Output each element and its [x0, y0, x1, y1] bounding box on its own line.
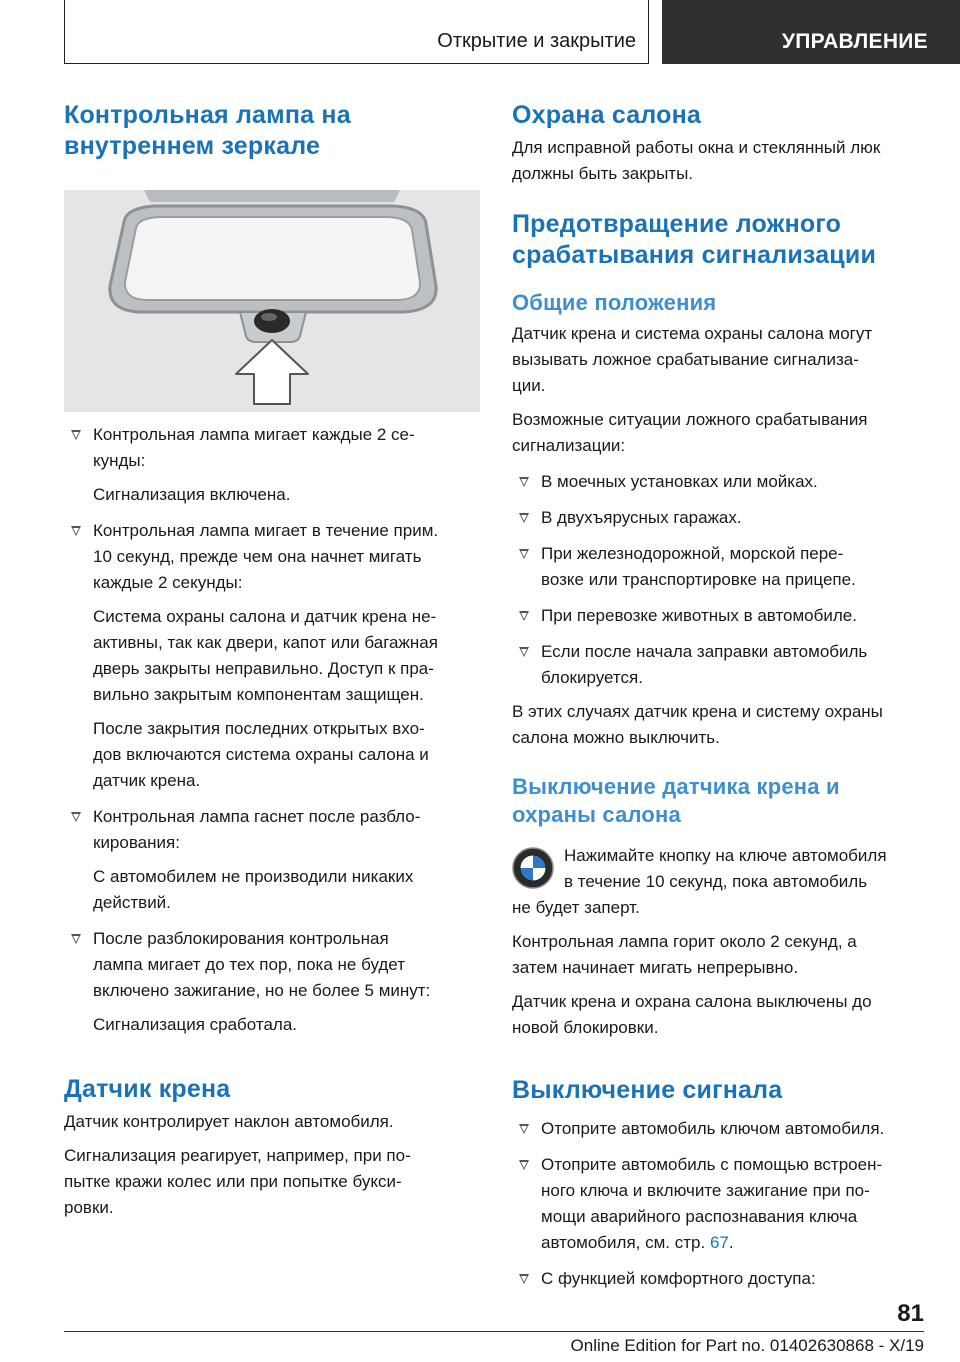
triangle-bullet-icon: [71, 934, 81, 944]
general-paragraph-1: Датчик крена и система охраны салона могут вызывать ложное срабатывание сигнализа- ции.: [512, 324, 873, 395]
general-paragraph-2: Возможные ситуации ложного срабатывания сигнализации:: [512, 410, 868, 455]
interior-paragraph: Для исправной работы окна и стеклянный люк должны быть закрыты.: [512, 138, 881, 183]
list-item: Если после начала заправки автомобиль блокируется.: [512, 639, 928, 691]
situations-list: [512, 469, 928, 691]
list-item-detail: Сигнализация сработала.: [93, 1015, 298, 1034]
triangle-bullet-icon: [519, 549, 529, 559]
lamp-bullet-list: [64, 422, 480, 1038]
list-item: Контрольная лампа мигает в течение прим. 10 секунд, прежде чем она начнет мигать каждые 2 секунды:: [64, 518, 480, 596]
heading-mirror-lamp: Контрольная лампа на внутреннем зеркале: [64, 101, 351, 160]
footer-divider: [64, 1331, 924, 1332]
triangle-bullet-icon: [71, 430, 81, 440]
page-number: 81: [897, 1300, 924, 1327]
list-item: При железнодорожной, морской пере- возке или транспортировке на прицепе.: [512, 541, 928, 593]
header-chapter-box: [662, 0, 960, 64]
heading-general: Общие положения: [512, 290, 717, 315]
heading-switch-off: Выключение датчика крена и охраны салона: [512, 774, 840, 827]
footer-edition: Online Edition for Part no. 01402630868 - X/19: [570, 1336, 924, 1355]
list-item: Контрольная лампа мигает каждые 2 се- кунды:: [64, 422, 480, 474]
list-item-detail: Система охраны салона и датчик крена не- активны, так как двери, капот или багажная дверь закрыты неправильно. Доступ к пра- вильно закрытым компонентам защищен.: [93, 607, 438, 704]
triangle-bullet-icon: [519, 477, 529, 487]
switch-off-paragraph-2: Датчик крена и охрана салона выключены до новой блокировки.: [512, 992, 872, 1037]
situations-after-paragraph: В этих случаях датчик крена и систему охраны салона можно выключить.: [512, 702, 883, 747]
heading-tilt-sensor: Датчик крена: [64, 1075, 231, 1103]
list-item: После разблокирования контрольная лампа мигает до тех пор, пока не будет включено зажигание, но не более 5 минут:: [64, 926, 480, 1004]
list-item-detail: С автомобилем не производили никаких действий.: [93, 867, 414, 912]
section-title: Открытие и закрытие: [437, 30, 636, 52]
list-item: Контрольная лампа гаснет после разбло- кирования:: [64, 804, 480, 856]
page-reference-link[interactable]: 67: [709, 1233, 729, 1252]
key-instruction: Нажимайте кнопку на ключе автомобиля в течение 10 секунд, пока автомобиль не будет заперт.: [512, 846, 887, 917]
left-column: [64, 100, 480, 1221]
triangle-bullet-icon: [519, 513, 529, 523]
tilt-paragraph-1: Датчик контролирует наклон автомобиля.: [64, 1112, 394, 1131]
rearview-mirror-icon: [64, 190, 480, 412]
triangle-bullet-icon: [519, 611, 529, 621]
header-section-box: [64, 0, 649, 64]
heading-signal-off: Выключение сигнала: [512, 1076, 783, 1104]
list-item: Отоприте автомобиль ключом автомобиля.: [512, 1116, 928, 1142]
chapter-title: УПРАВЛЕНИЕ: [781, 30, 928, 53]
triangle-bullet-icon: [519, 647, 529, 657]
triangle-bullet-icon: [71, 526, 81, 536]
list-item: В двухъярусных гаражах.: [512, 505, 928, 531]
triangle-bullet-icon: [519, 1274, 529, 1284]
signal-off-list: [512, 1116, 928, 1292]
switch-off-paragraph-1: Контрольная лампа горит около 2 секунд, а затем начинает мигать непрерывно.: [512, 932, 857, 977]
heading-false-alarm: Предотвращение ложного срабатывания сигнализации: [512, 210, 877, 269]
heading-interior-protection: Охрана салона: [512, 101, 702, 129]
right-column: [512, 100, 928, 1292]
list-item: В моечных установках или мойках.: [512, 469, 928, 495]
mirror-illustration: [64, 190, 480, 412]
triangle-bullet-icon: [519, 1160, 529, 1170]
list-item-detail: Сигнализация включена.: [93, 485, 291, 504]
triangle-bullet-icon: [71, 812, 81, 822]
list-item-detail: После закрытия последних открытых вхо- дов включаются система охраны салона и датчик крена.: [93, 719, 429, 790]
tilt-paragraph-2: Сигнализация реагирует, например, при по- пытке кражи колес или при попытке букси- ровки.: [64, 1146, 411, 1217]
bmw-key-button-icon: [512, 847, 554, 889]
list-item: С функцией комфортного доступа:: [512, 1266, 928, 1292]
list-item: Отоприте автомобиль с помощью встроен- ного ключа и включите зажигание при по- мощи аварийного распознавания ключа автомобиля, см. стр. 67.: [512, 1152, 928, 1256]
list-item: При перевозке животных в автомобиле.: [512, 603, 928, 629]
triangle-bullet-icon: [519, 1124, 529, 1134]
